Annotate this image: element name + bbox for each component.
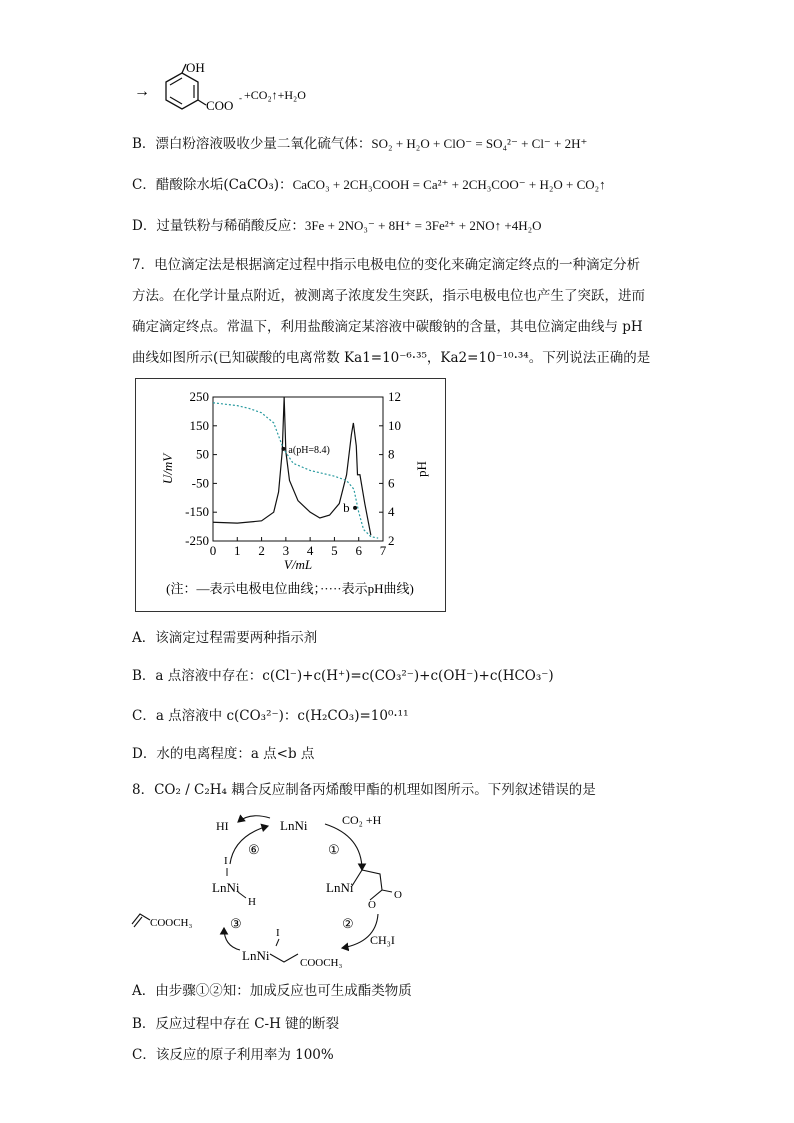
q7-stem-line-2: 方法。在化学计量点附近，被测离子浓度发生突跃，指示电极电位也产生了突跃，进而 [132,288,645,304]
lnni-ring: LnNi [326,880,354,895]
q6-option-b: B．漂白粉溶液吸收少量二氧化硫气体：SO₂ + H₂O + ClO⁻ = SO₄²⁻ + Cl⁻ + 2H⁺ [132,136,588,152]
x-tick-label: 1 [234,543,241,558]
q7-option-b: B．a 点溶液中存在：c(Cl⁻)+c(H⁺)=c(CO₃²⁻)+c(OH⁻)+c(HCO₃⁻) [132,668,554,684]
coo-charge: - [239,93,242,103]
lnni-top: LnNi [280,818,308,833]
co2-h2o-label: +CO₂↑+H₂O [244,88,306,102]
point-b-label: b [343,499,350,515]
point-a-label: a(pH=8.4) [288,444,330,456]
x-tick-label: 5 [331,543,338,558]
y-left-tick-label: -50 [191,475,209,491]
q7-option-a: A．该滴定过程需要两种指示剂 [132,630,318,646]
y-right-axis-label: pH [414,461,429,477]
hi-label: HI [216,819,229,833]
titration-chart [136,379,445,611]
h-label: H [248,896,256,908]
acrylate-label: COOCH₃ [150,917,193,929]
x-tick-label: 4 [306,543,314,558]
y-left-tick-label: 250 [189,389,209,404]
y-left-tick-label: -250 [185,533,209,548]
q6-option-c: C．醋酸除水垢(CaCO₃)：CaCO₃ + 2CH₃COOH = Ca²⁺ + 2CH₃COO⁻ + H₂O + CO₂↑ [132,177,606,193]
y-left-axis-label: U/mV [160,453,175,485]
x-tick-label: 3 [282,543,290,558]
ch3i-label: CH₃I [370,933,395,947]
x-tick-label: 2 [258,543,265,558]
step3-label: ③ [230,916,242,931]
y-right-tick-label: 12 [388,389,401,404]
reaction-arrow: → [134,83,150,100]
point-b [353,506,357,510]
coo-label: COO [206,98,234,113]
q8-option-a: A．由步骤①②知：加成反应也可生成酯类物质 [132,983,412,999]
lnni-bottom: LnNi [242,948,270,963]
q8-option-c: C．该反应的原子利用率为 100% [132,1047,334,1063]
q7-option-d: D．水的电离程度：a 点<b 点 [132,746,315,762]
coo-ch3-bottom: COOCH₃ [300,957,343,969]
y-right-tick-label: 6 [388,475,395,491]
x-tick-label: 7 [379,543,387,558]
lnni-left: LnNi [212,880,240,895]
step6-label: ⑥ [248,842,260,857]
q6-option-d: D．过量铁粉与稀硝酸反应：3Fe + 2NO₃⁻ + 8H⁺ = 3Fe²⁺ + 2NO↑ +4H₂O [132,218,542,234]
y-right-tick-label: 2 [388,533,395,548]
chart-note: (注：—表示电极电位曲线；·····表示pH曲线) [166,581,414,596]
catalytic-cycle [130,808,430,978]
point-a [281,447,285,451]
y-left-tick-label: 50 [196,446,209,462]
y-left-tick-label: 150 [189,417,209,433]
q7-stem-line-4: 曲线如图所示(已知碳酸的电离常数 Ka1=10⁻⁶·³⁵，Ka2=10⁻¹⁰·³⁴。下列说法正确的是 [132,350,651,366]
co2-label: CO₂ +H [342,813,382,827]
x-tick-label: 0 [209,543,217,558]
q7-stem-line-3: 确定滴定终点。常温下，利用盐酸滴定某溶液中碳酸钠的含量，其电位滴定曲线与 pH [132,319,643,335]
carbonyl-o-label: O [394,889,402,901]
x-tick-label: 6 [355,543,362,558]
q7-stem-line-1: 7．电位滴定法是根据滴定过程中指示电极电位的变化来确定滴定终点的一种滴定分析 [132,257,641,273]
i-label-left: I [224,855,228,867]
step1-label: ① [328,842,340,857]
q8-option-b: B．反应过程中存在 C-H 键的断裂 [132,1016,340,1032]
i-label-bottom: I [276,927,280,939]
oh-label: OH [186,60,205,75]
q8-stem: 8．CO₂ / C₂H₄ 耦合反应制备丙烯酸甲酯的机理如图所示。下列叙述错误的是 [132,782,596,798]
titration-figure [135,378,446,612]
y-right-tick-label: 8 [388,446,395,462]
x-axis-label: V/mL [283,557,313,572]
mechanism-diagram [130,808,430,978]
y-right-tick-label: 10 [388,417,401,433]
salicylate-structure-icon [132,58,332,118]
q7-option-c: C．a 点溶液中 c(CO₃²⁻)：c(H₂CO₃)=10⁰·¹¹ [132,708,409,724]
salicylate-fragment [132,58,332,118]
y-right-tick-label: 4 [388,504,395,520]
ring-o-label: O [368,899,376,911]
step2-label: ② [342,916,354,931]
y-left-tick-label: -150 [185,504,209,520]
